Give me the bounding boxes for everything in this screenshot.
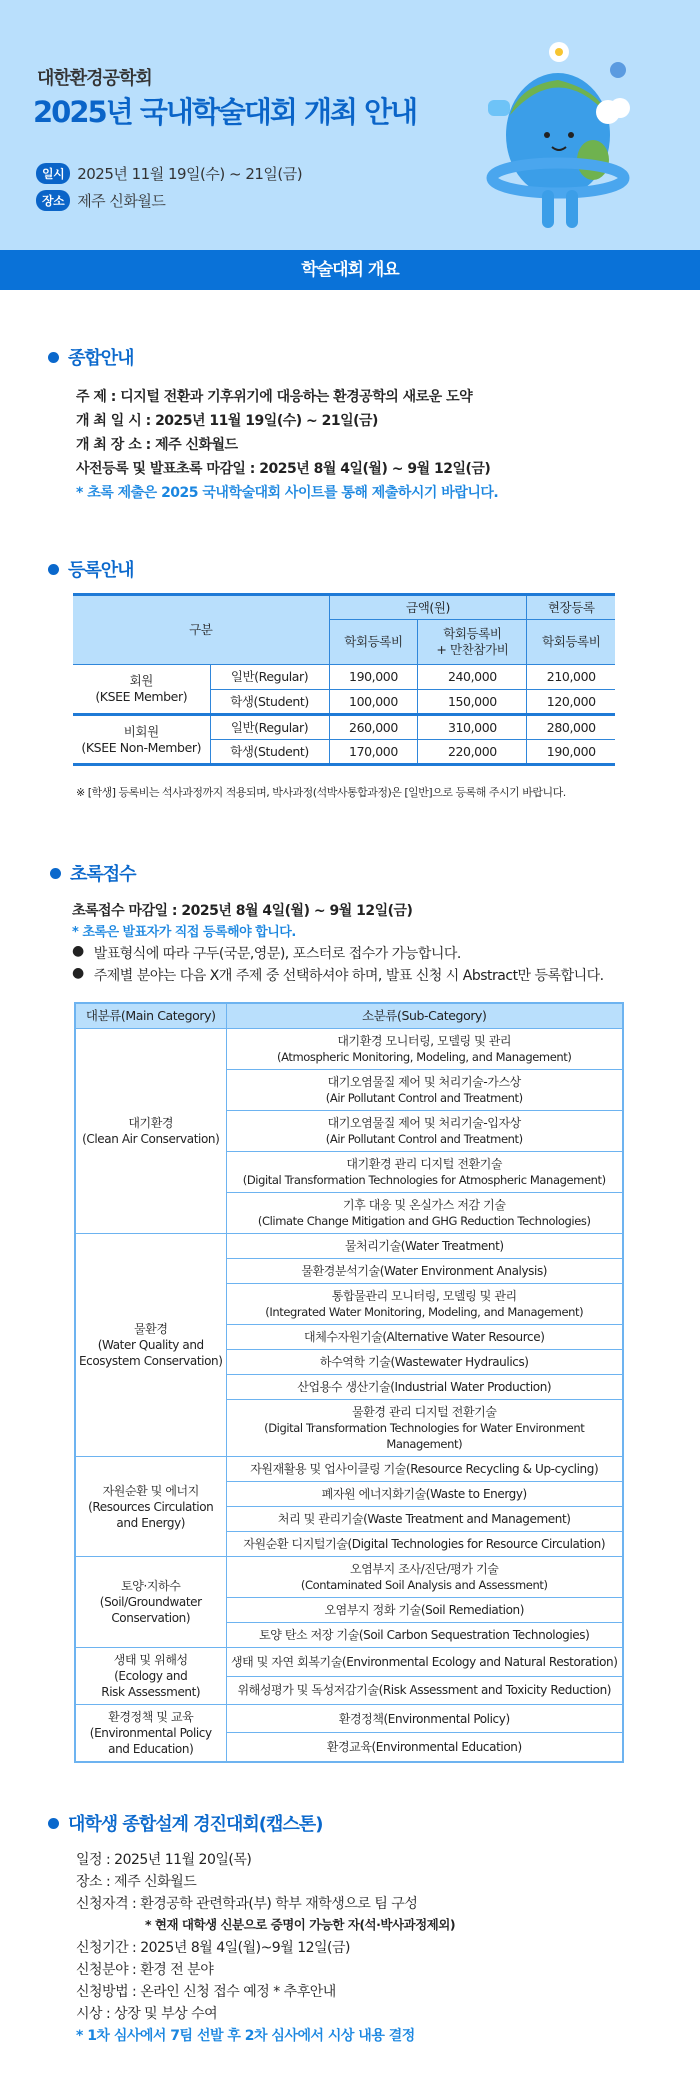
main-category-cell xyxy=(75,1648,226,1705)
header-fee-banquet xyxy=(418,620,527,665)
main-category-line: (Resources Circulation xyxy=(88,1499,214,1514)
member-type-name: 비회원 xyxy=(123,723,159,739)
capstone-award: 시상 : 상장 및 부상 수여 xyxy=(76,2006,218,2022)
sub-category-cell xyxy=(226,1325,623,1350)
general-note: * 초록 제출은 2025 국내학술대회 사이트를 통해 제출하시기 바랍니다. xyxy=(76,485,499,501)
sub-category-cell xyxy=(226,1029,623,1070)
main-category-line: 생태 및 위해성 xyxy=(113,1653,188,1667)
capstone-period: 신청기간 : 2025년 8월 4일(월)~9월 12일(금) xyxy=(76,1940,350,1956)
main-category-line: (Soil/Groundwater xyxy=(99,1595,202,1609)
sub-category-line: 통합물관리 모니터링, 모델링 및 관리 xyxy=(331,1289,517,1303)
section-band-overview: 학술대회 개요 xyxy=(0,250,700,290)
table-row xyxy=(75,1234,623,1259)
sub-category-line: 산업용수 생산기술(Industrial Water Production) xyxy=(297,1380,552,1394)
header-fee-banquet-line1: 학회등록비 xyxy=(443,626,502,641)
date-text: 2025년 11월 19일(수) ~ 21일(금) xyxy=(77,165,303,183)
main-category-line: Conservation) xyxy=(111,1611,191,1625)
main-category-line: 토양·지하수 xyxy=(121,1579,181,1593)
date-badge: 일시 xyxy=(36,163,70,184)
sub-category-line: 위해성평가 및 독성저감기술(Risk Assessment and Toxicity Reduction) xyxy=(237,1683,612,1698)
member-type-cell xyxy=(73,715,210,765)
main-category-line: and Energy) xyxy=(116,1515,186,1530)
main-category-line: 자원순환 및 에너지 xyxy=(102,1483,199,1498)
main-category-line: Ecosystem Conservation) xyxy=(78,1354,223,1368)
bullet-dot-icon xyxy=(48,1818,59,1829)
fee-cell: 150,000 xyxy=(418,690,527,715)
sub-category-line: 대기오염물질 제어 및 처리기술-입자상 xyxy=(327,1116,521,1130)
fee-cell: 310,000 xyxy=(418,715,527,740)
bullet-icon: ● xyxy=(72,965,84,981)
sub-category-line: 처리 및 관리기술(Waste Treatment and Management) xyxy=(277,1512,571,1526)
sub-category-cell xyxy=(226,1259,623,1284)
sub-category-line: (Integrated Water Monitoring, Modeling, and Management) xyxy=(265,1305,584,1319)
header-sub-category: 소분류(Sub-Category) xyxy=(226,1003,623,1029)
sub-category-line: 대기환경 관리 디지털 전환기술 xyxy=(346,1157,503,1171)
sub-category-line: (Contaminated Soil Analysis and Assessment) xyxy=(300,1578,548,1592)
venue-badge: 장소 xyxy=(36,190,70,211)
sub-category-cell xyxy=(226,1557,623,1598)
sub-category-cell xyxy=(226,1152,623,1193)
sub-category-line: (Digital Transformation Technologies for Water Environment Management) xyxy=(264,1421,585,1451)
member-type-sub: (KSEE Member) xyxy=(95,689,188,704)
heading-text: 등록안내 xyxy=(68,560,134,581)
registration-note: ※ [학생] 등록비는 석사과정까지 적용되며, 박사과정(석박사통합과정)은 [일반]으로 등록해 주시기 바랍니다. xyxy=(76,786,566,799)
sub-category-line: 자원재활용 및 업사이클링 기술(Resource Recycling & Up-cycling) xyxy=(250,1462,599,1476)
page-title: 2025년 국내학술대회 개최 안내 xyxy=(33,95,417,129)
sub-category-line: 물처리기술(Water Treatment) xyxy=(344,1239,504,1253)
sub-category-line: 환경정책(Environmental Policy) xyxy=(338,1711,510,1726)
member-type-cell xyxy=(73,665,210,715)
heading-text: 종합안내 xyxy=(68,348,134,369)
sub-category-line: 오염부지 정화 기술(Soil Remediation) xyxy=(324,1603,524,1617)
sub-category-cell xyxy=(226,1350,623,1375)
fee-cell: 100,000 xyxy=(329,690,418,715)
header-amount: 금액(원) xyxy=(329,595,527,620)
main-category-line: 대기환경 xyxy=(128,1116,174,1130)
table-row xyxy=(75,1557,623,1598)
main-category-cell xyxy=(75,1457,226,1557)
sub-category-line: 하수역학 기술(Wastewater Hydraulics) xyxy=(319,1355,529,1369)
sub-category-cell xyxy=(226,1070,623,1111)
sub-category-line: 대기오염물질 제어 및 처리기술-가스상 xyxy=(327,1075,521,1089)
header-onsite: 현장등록 xyxy=(527,595,615,620)
bullet-text: 주제별 분야는 다음 X개 주제 중 선택하셔야 하며, 발표 신청 시 Abstract만 등록합니다. xyxy=(93,968,604,984)
table-row xyxy=(75,1648,623,1677)
event-venue xyxy=(36,190,165,211)
sub-category-cell xyxy=(226,1648,623,1677)
hero-banner xyxy=(0,0,700,250)
header-category: 구분 xyxy=(73,595,329,665)
section-heading-general xyxy=(48,344,134,370)
main-category-cell xyxy=(75,1234,226,1457)
sub-category-cell xyxy=(226,1482,623,1507)
main-category-line: (Water Quality and xyxy=(97,1338,204,1352)
fee-cell: 240,000 xyxy=(418,665,527,690)
main-category-line: 물환경 xyxy=(133,1322,168,1336)
abstract-deadline: 초록접수 마감일 : 2025년 8월 4일(월) ~ 9월 12일(금) xyxy=(72,903,413,919)
fee-cell: 190,000 xyxy=(527,740,615,765)
capstone-field: 신청분야 : 환경 전 분야 xyxy=(76,1962,214,1978)
header-fee: 학회등록비 xyxy=(329,620,418,665)
header-onsite-fee: 학회등록비 xyxy=(527,620,615,665)
abstract-bullet xyxy=(72,943,461,963)
section-heading-capstone xyxy=(48,1810,322,1836)
sub-category-cell xyxy=(226,1400,623,1457)
sub-category-line: (Air Pollutant Control and Treatment) xyxy=(325,1091,523,1105)
main-category-line: and Education) xyxy=(108,1742,194,1756)
member-class-cell: 학생(Student) xyxy=(210,690,329,715)
table-row xyxy=(75,1457,623,1482)
abstract-note: * 초록은 발표자가 직접 등록해야 합니다. xyxy=(72,925,296,940)
fee-cell: 190,000 xyxy=(329,665,418,690)
section-heading-registration xyxy=(48,556,134,582)
category-table xyxy=(74,1002,624,1763)
fee-cell: 170,000 xyxy=(329,740,418,765)
table-row xyxy=(75,1029,623,1070)
sub-category-cell xyxy=(226,1193,623,1234)
sub-category-cell xyxy=(226,1598,623,1623)
sub-category-cell xyxy=(226,1111,623,1152)
registration-fee-table xyxy=(73,593,615,766)
sub-category-line: 대기환경 모니터링, 모델링 및 관리 xyxy=(337,1034,512,1048)
fee-cell: 280,000 xyxy=(527,715,615,740)
earth-mascot-illustration xyxy=(468,30,648,230)
bullet-dot-icon xyxy=(48,564,59,575)
bullet-dot-icon xyxy=(48,352,59,363)
main-category-cell xyxy=(75,1705,226,1763)
sub-category-line: 물환경 관리 디지털 전환기술 xyxy=(351,1405,497,1419)
general-date: 개 최 일 시 : 2025년 11월 19일(수) ~ 21일(금) xyxy=(76,413,378,429)
heading-text: 초록접수 xyxy=(70,864,136,885)
capstone-eligibility-note: * 현재 대학생 신분으로 증명이 가능한 자(석·박사과정제외) xyxy=(145,1917,456,1932)
sub-category-line: (Digital Transformation Technologies for Atmospheric Management) xyxy=(242,1173,606,1187)
table-row xyxy=(73,715,615,740)
sub-category-cell xyxy=(226,1284,623,1325)
bullet-text: 발표형식에 따라 구두(국문,영문), 포스터로 접수가 가능합니다. xyxy=(93,946,461,962)
capstone-venue: 장소 : 제주 신화월드 xyxy=(76,1874,197,1890)
main-category-line: (Environmental Policy xyxy=(89,1726,212,1740)
main-category-cell xyxy=(75,1029,226,1234)
venue-text: 제주 신화월드 xyxy=(77,192,166,210)
sub-category-line: 대체수자원기술(Alternative Water Resource) xyxy=(304,1330,545,1344)
sub-category-line: 자원순환 디지털기술(Digital Technologies for Resource Circulation) xyxy=(243,1537,606,1551)
section-heading-abstract xyxy=(50,860,136,886)
sub-category-line: 오염부지 조사/진단/평가 기술 xyxy=(350,1562,499,1576)
general-venue: 개 최 장 소 : 제주 신화월드 xyxy=(76,437,238,453)
header-fee-banquet-line2: + 만찬참가비 xyxy=(436,642,509,657)
main-category-line: 환경정책 및 교육 xyxy=(108,1710,194,1724)
abstract-bullet xyxy=(72,965,604,985)
sub-category-line: (Air Pollutant Control and Treatment) xyxy=(325,1132,523,1146)
member-type-sub: (KSEE Non-Member) xyxy=(81,739,202,755)
main-category-cell xyxy=(75,1557,226,1648)
sub-category-cell xyxy=(226,1676,623,1705)
sub-category-line: 물환경분석기술(Water Environment Analysis) xyxy=(301,1264,548,1278)
fee-cell: 260,000 xyxy=(329,715,418,740)
sub-category-cell xyxy=(226,1375,623,1400)
sub-category-cell xyxy=(226,1623,623,1648)
fee-cell: 120,000 xyxy=(527,690,615,715)
member-type-name: 회원 xyxy=(129,673,153,688)
fee-cell: 210,000 xyxy=(527,665,615,690)
sub-category-cell xyxy=(226,1705,623,1733)
sub-category-line: (Atmospheric Monitoring, Modeling, and Management) xyxy=(277,1050,572,1064)
main-category-line: (Ecology and xyxy=(114,1669,188,1683)
sub-category-cell xyxy=(226,1457,623,1482)
table-row xyxy=(73,665,615,690)
capstone-schedule: 일정 : 2025년 11월 20일(목) xyxy=(76,1852,252,1868)
member-class-cell: 학생(Student) xyxy=(210,740,329,765)
sub-category-cell xyxy=(226,1507,623,1532)
sub-category-line: 기후 대응 및 온실가스 저감 기술 xyxy=(342,1198,506,1212)
general-theme: 주 제 : 디지털 전환과 기후위기에 대응하는 환경공학의 새로운 도약 xyxy=(76,389,473,405)
sub-category-line: 환경교육(Environmental Education) xyxy=(326,1740,522,1755)
sub-category-cell xyxy=(226,1733,623,1762)
capstone-method: 신청방법 : 온라인 신청 접수 예정 * 추후안내 xyxy=(76,1984,336,2000)
fee-cell: 220,000 xyxy=(418,740,527,765)
member-class-cell: 일반(Regular) xyxy=(210,665,329,690)
header-main-category: 대분류(Main Category) xyxy=(75,1003,226,1029)
capstone-eligibility: 신청자격 : 환경공학 관련학과(부) 학부 재학생으로 팀 구성 xyxy=(76,1896,418,1912)
sub-category-cell xyxy=(226,1234,623,1259)
main-category-line: (Clean Air Conservation) xyxy=(82,1132,220,1146)
organizer: 대한환경공학회 xyxy=(37,68,152,89)
sub-category-cell xyxy=(226,1532,623,1557)
bullet-dot-icon xyxy=(50,868,61,879)
main-category-line: Risk Assessment) xyxy=(101,1685,201,1699)
sub-category-line: 토양 탄소 저장 기술(Soil Carbon Sequestration Technologies) xyxy=(259,1628,590,1642)
sub-category-line: 생태 및 자연 회복기술(Environmental Ecology and Natural Restoration) xyxy=(230,1654,618,1669)
bullet-icon: ● xyxy=(72,943,84,959)
sub-category-line: 폐자원 에너지화기술(Waste to Energy) xyxy=(321,1487,527,1501)
event-date xyxy=(36,163,302,184)
sub-category-line: (Climate Change Mitigation and GHG Reduction Technologies) xyxy=(257,1214,591,1228)
member-class-cell: 일반(Regular) xyxy=(210,715,329,740)
general-deadline: 사전등록 및 발표초록 마감일 : 2025년 8월 4일(월) ~ 9월 12일(금) xyxy=(76,461,491,477)
capstone-note: * 1차 심사에서 7팀 선발 후 2차 심사에서 시상 내용 결정 xyxy=(76,2028,415,2044)
table-row xyxy=(75,1705,623,1733)
heading-text: 대학생 종합설계 경진대회(캡스톤) xyxy=(68,1814,323,1835)
